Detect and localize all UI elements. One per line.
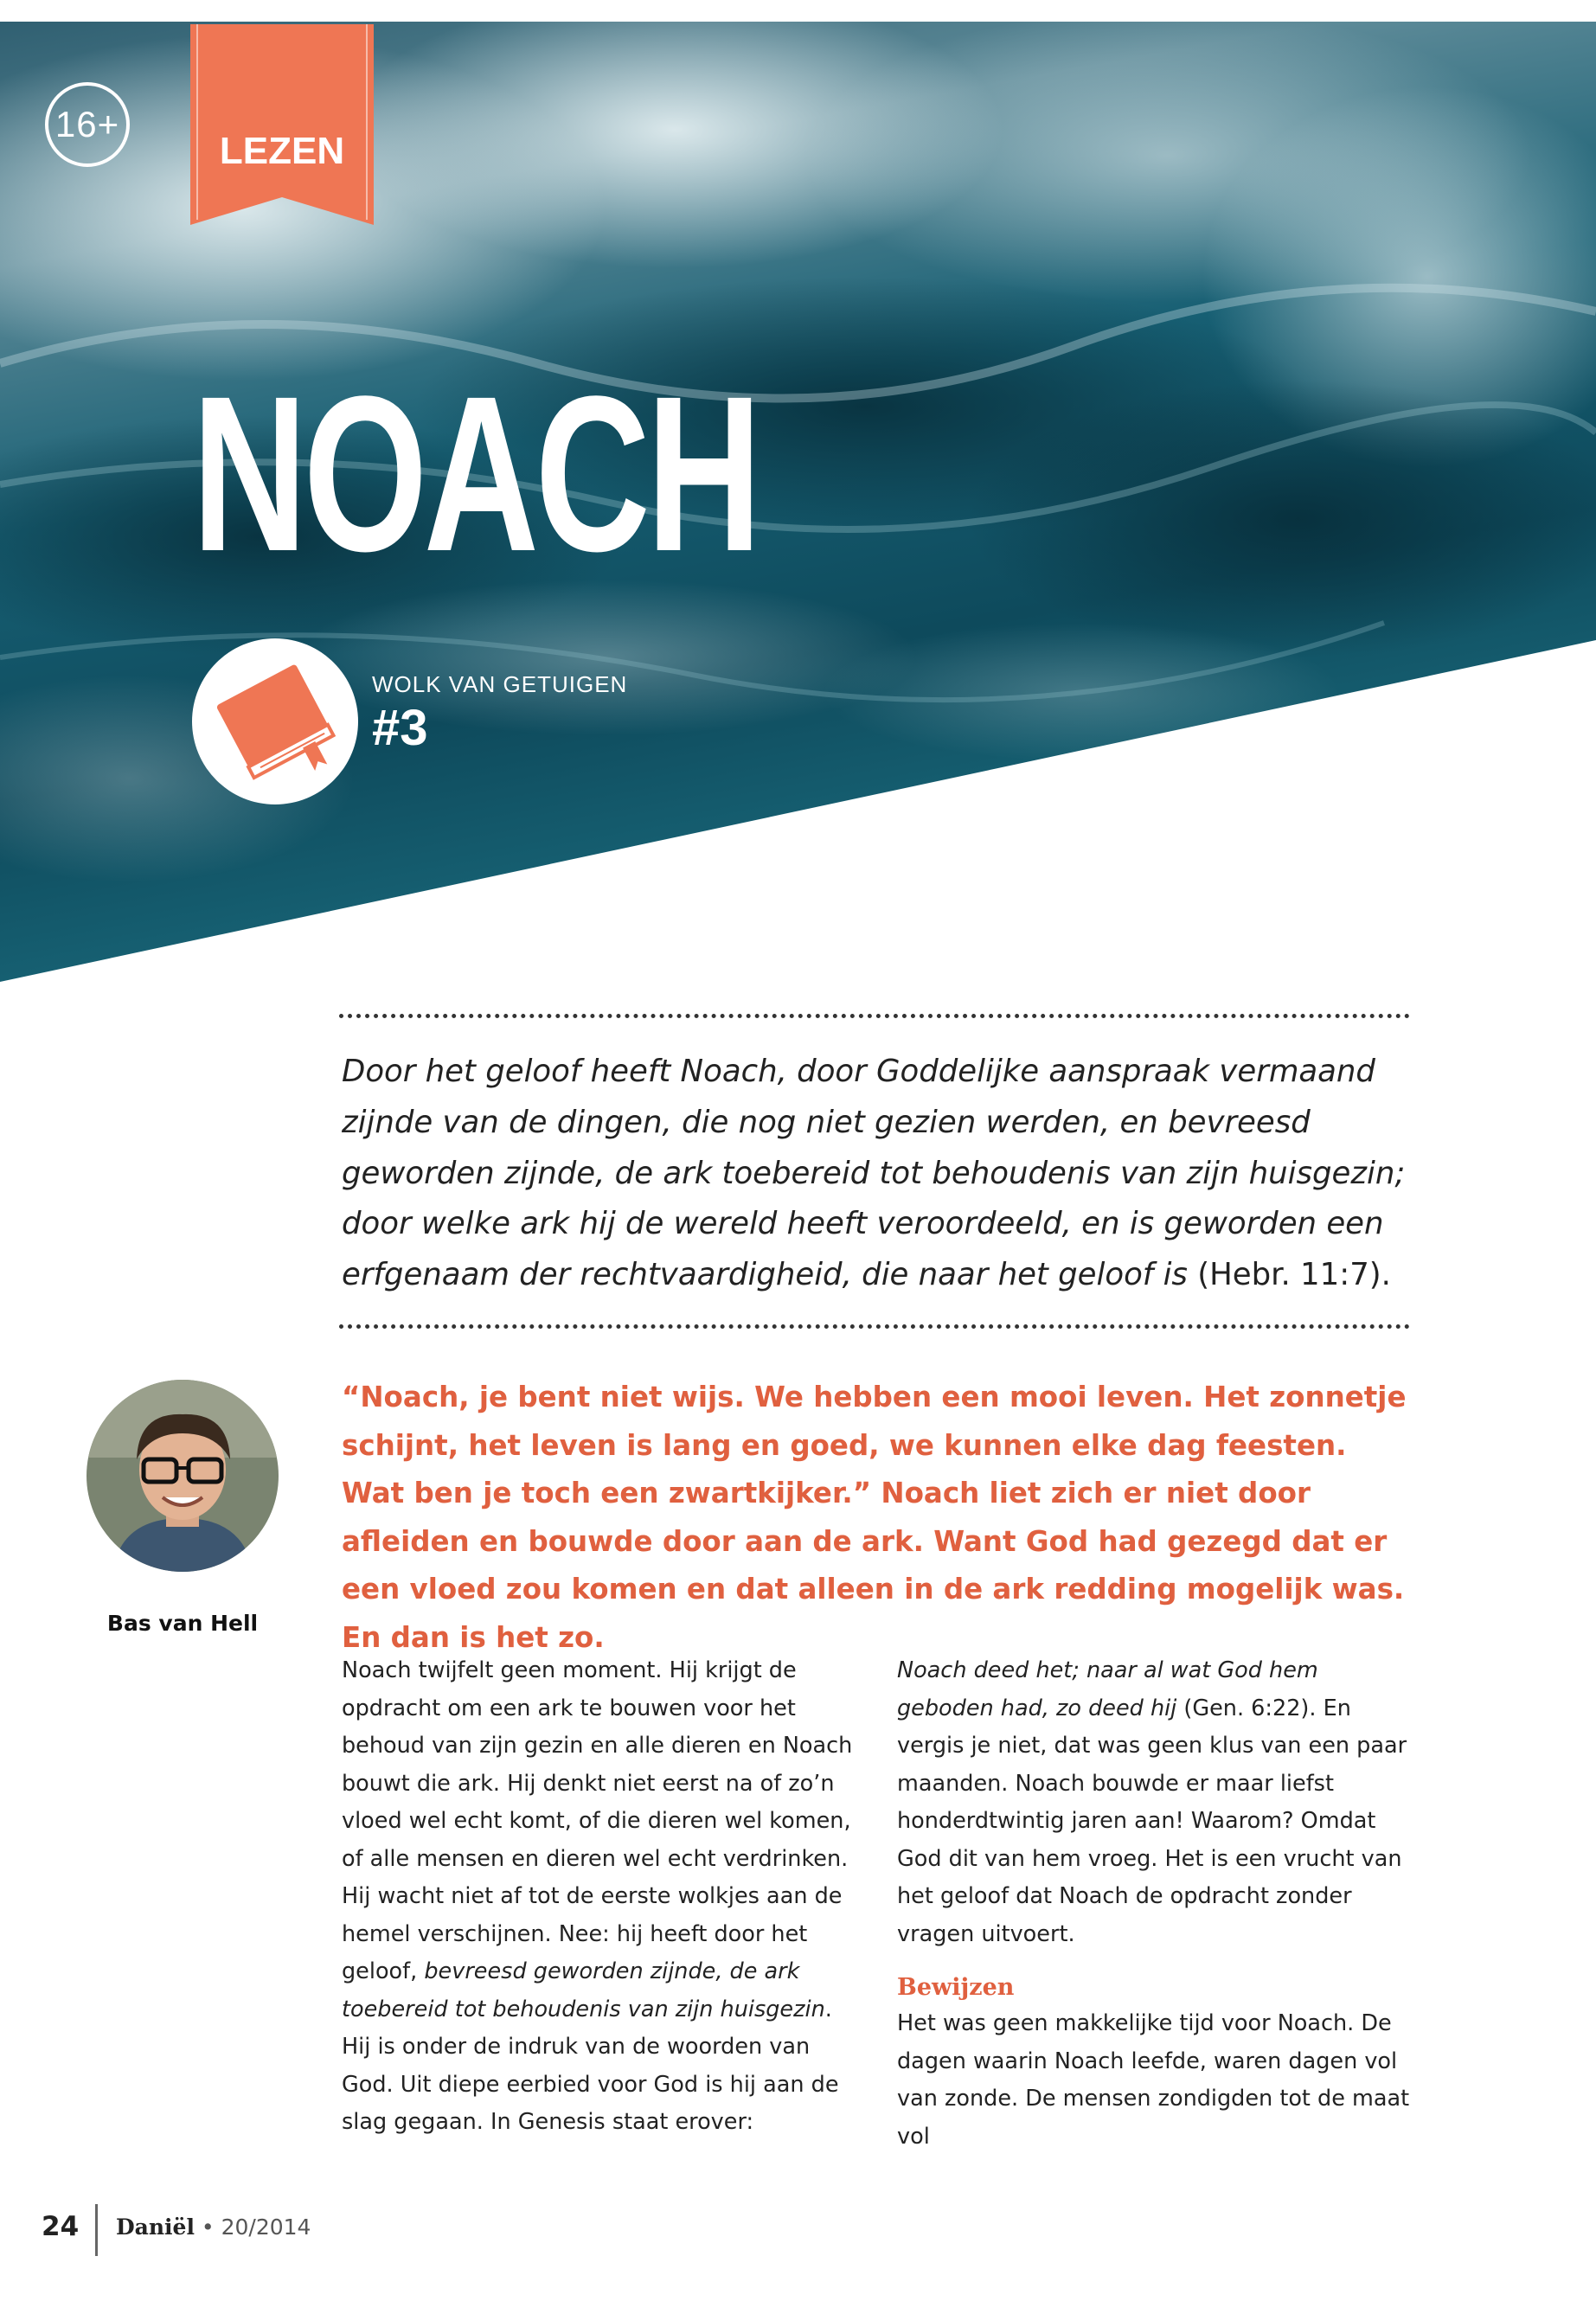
body-text: Noach twijfelt geen moment. Hij krijgt de opdracht om een ark te bouwen voor het behoud van zijn gezin en alle dieren en Noach bouwt die ark. Hij denkt niet eerst na of zo’n vloed wel echt komt, of die dieren wel komen, of alle mensen en dieren wel echt verdrinken. Hij wacht niet af tot de eerste wolkjes aan de hemel verschijnen. Nee: hij heeft door het geloof, — [342, 1657, 853, 1984]
series-badge — [192, 638, 358, 804]
scripture-reference: (Hebr. 11:7). — [1197, 1257, 1391, 1293]
hero-image — [0, 0, 1596, 982]
magazine-issue — [116, 2214, 311, 2240]
scripture-quote — [342, 1047, 1414, 1301]
footer-divider — [95, 2204, 98, 2256]
author-photo — [87, 1380, 279, 1572]
divider-bottom — [339, 1324, 1410, 1329]
issue-number: • 20/2014 — [194, 2214, 311, 2240]
book-icon — [192, 638, 358, 804]
category-ribbon — [190, 24, 374, 225]
section-heading: Bewijzen — [897, 1974, 1015, 2001]
page-title: NOACH — [192, 350, 759, 598]
body-paragraph — [897, 1652, 1416, 1953]
author-name: Bas van Hell — [106, 1611, 259, 1636]
category-label: LEZEN — [219, 130, 345, 172]
body-paragraph: Het was geen makkelijke tijd voor Noach. De dagen waarin Noach leefde, waren dagen vol van zonde. De mensen zondigden tot de maat vol — [897, 2010, 1410, 2150]
series-number: #3 — [372, 700, 428, 756]
body-paragraph — [342, 1652, 861, 2142]
divider-top — [339, 1014, 1410, 1018]
avatar — [87, 1380, 279, 1572]
body-text: . Hij is onder de indruk van de woorden van God. Uit diepe eerbied voor God is hij aan de slag gegaan. In Genesis staat erover: — [342, 1996, 839, 2135]
body-quote: bevreesd geworden zijnde, de ark toebereid tot behoudenis van zijn huisgezin — [342, 1958, 825, 2022]
body-column-right — [897, 1652, 1416, 2156]
body-quote: Noach deed het; naar al wat God hem geboden had, zo deed hij — [897, 1657, 1318, 1721]
scripture-text: Door het geloof heeft Noach, door Goddelijke aanspraak vermaand zijnde van de dingen, die nog niet gezien werden, en bevreesd geworden zijnde, de ark toebereid tot behoudenis van zijn huisgezin; door welke ark hij de wereld heeft veroordeeld, en is geworden een erfgenaam der rechtvaardigheid, die naar het geloof is — [342, 1054, 1406, 1293]
page-number: 24 — [42, 2211, 80, 2242]
age-badge: 16+ — [45, 82, 130, 167]
body-column-left — [342, 1652, 861, 2142]
magazine-name: Daniël — [116, 2214, 195, 2240]
intro-paragraph: “Noach, je bent niet wijs. We hebben een mooi leven. Het zonnetje schijnt, het leven is lang en goed, we kunnen elke dag feesten. Wat ben je toch een zwartkijker.” Noach liet zich er niet door afleiden en bouwde door aan de ark. Want God had gezegd dat er een vloed zou komen en dat alleen in de ark redding mogelijk was. En dan is het zo. — [342, 1381, 1407, 1654]
body-text: (Gen. 6:22). En vergis je niet, dat was geen klus van een paar maanden. Noach bouwde er maar liefst honderdtwintig jaren aan! Waarom? Omdat God dit van hem vroeg. Het is een vrucht van het geloof dat Noach de opdracht zonder vragen uitvoert. — [897, 1695, 1407, 1947]
series-label: WOLK VAN GETUIGEN — [372, 671, 628, 697]
